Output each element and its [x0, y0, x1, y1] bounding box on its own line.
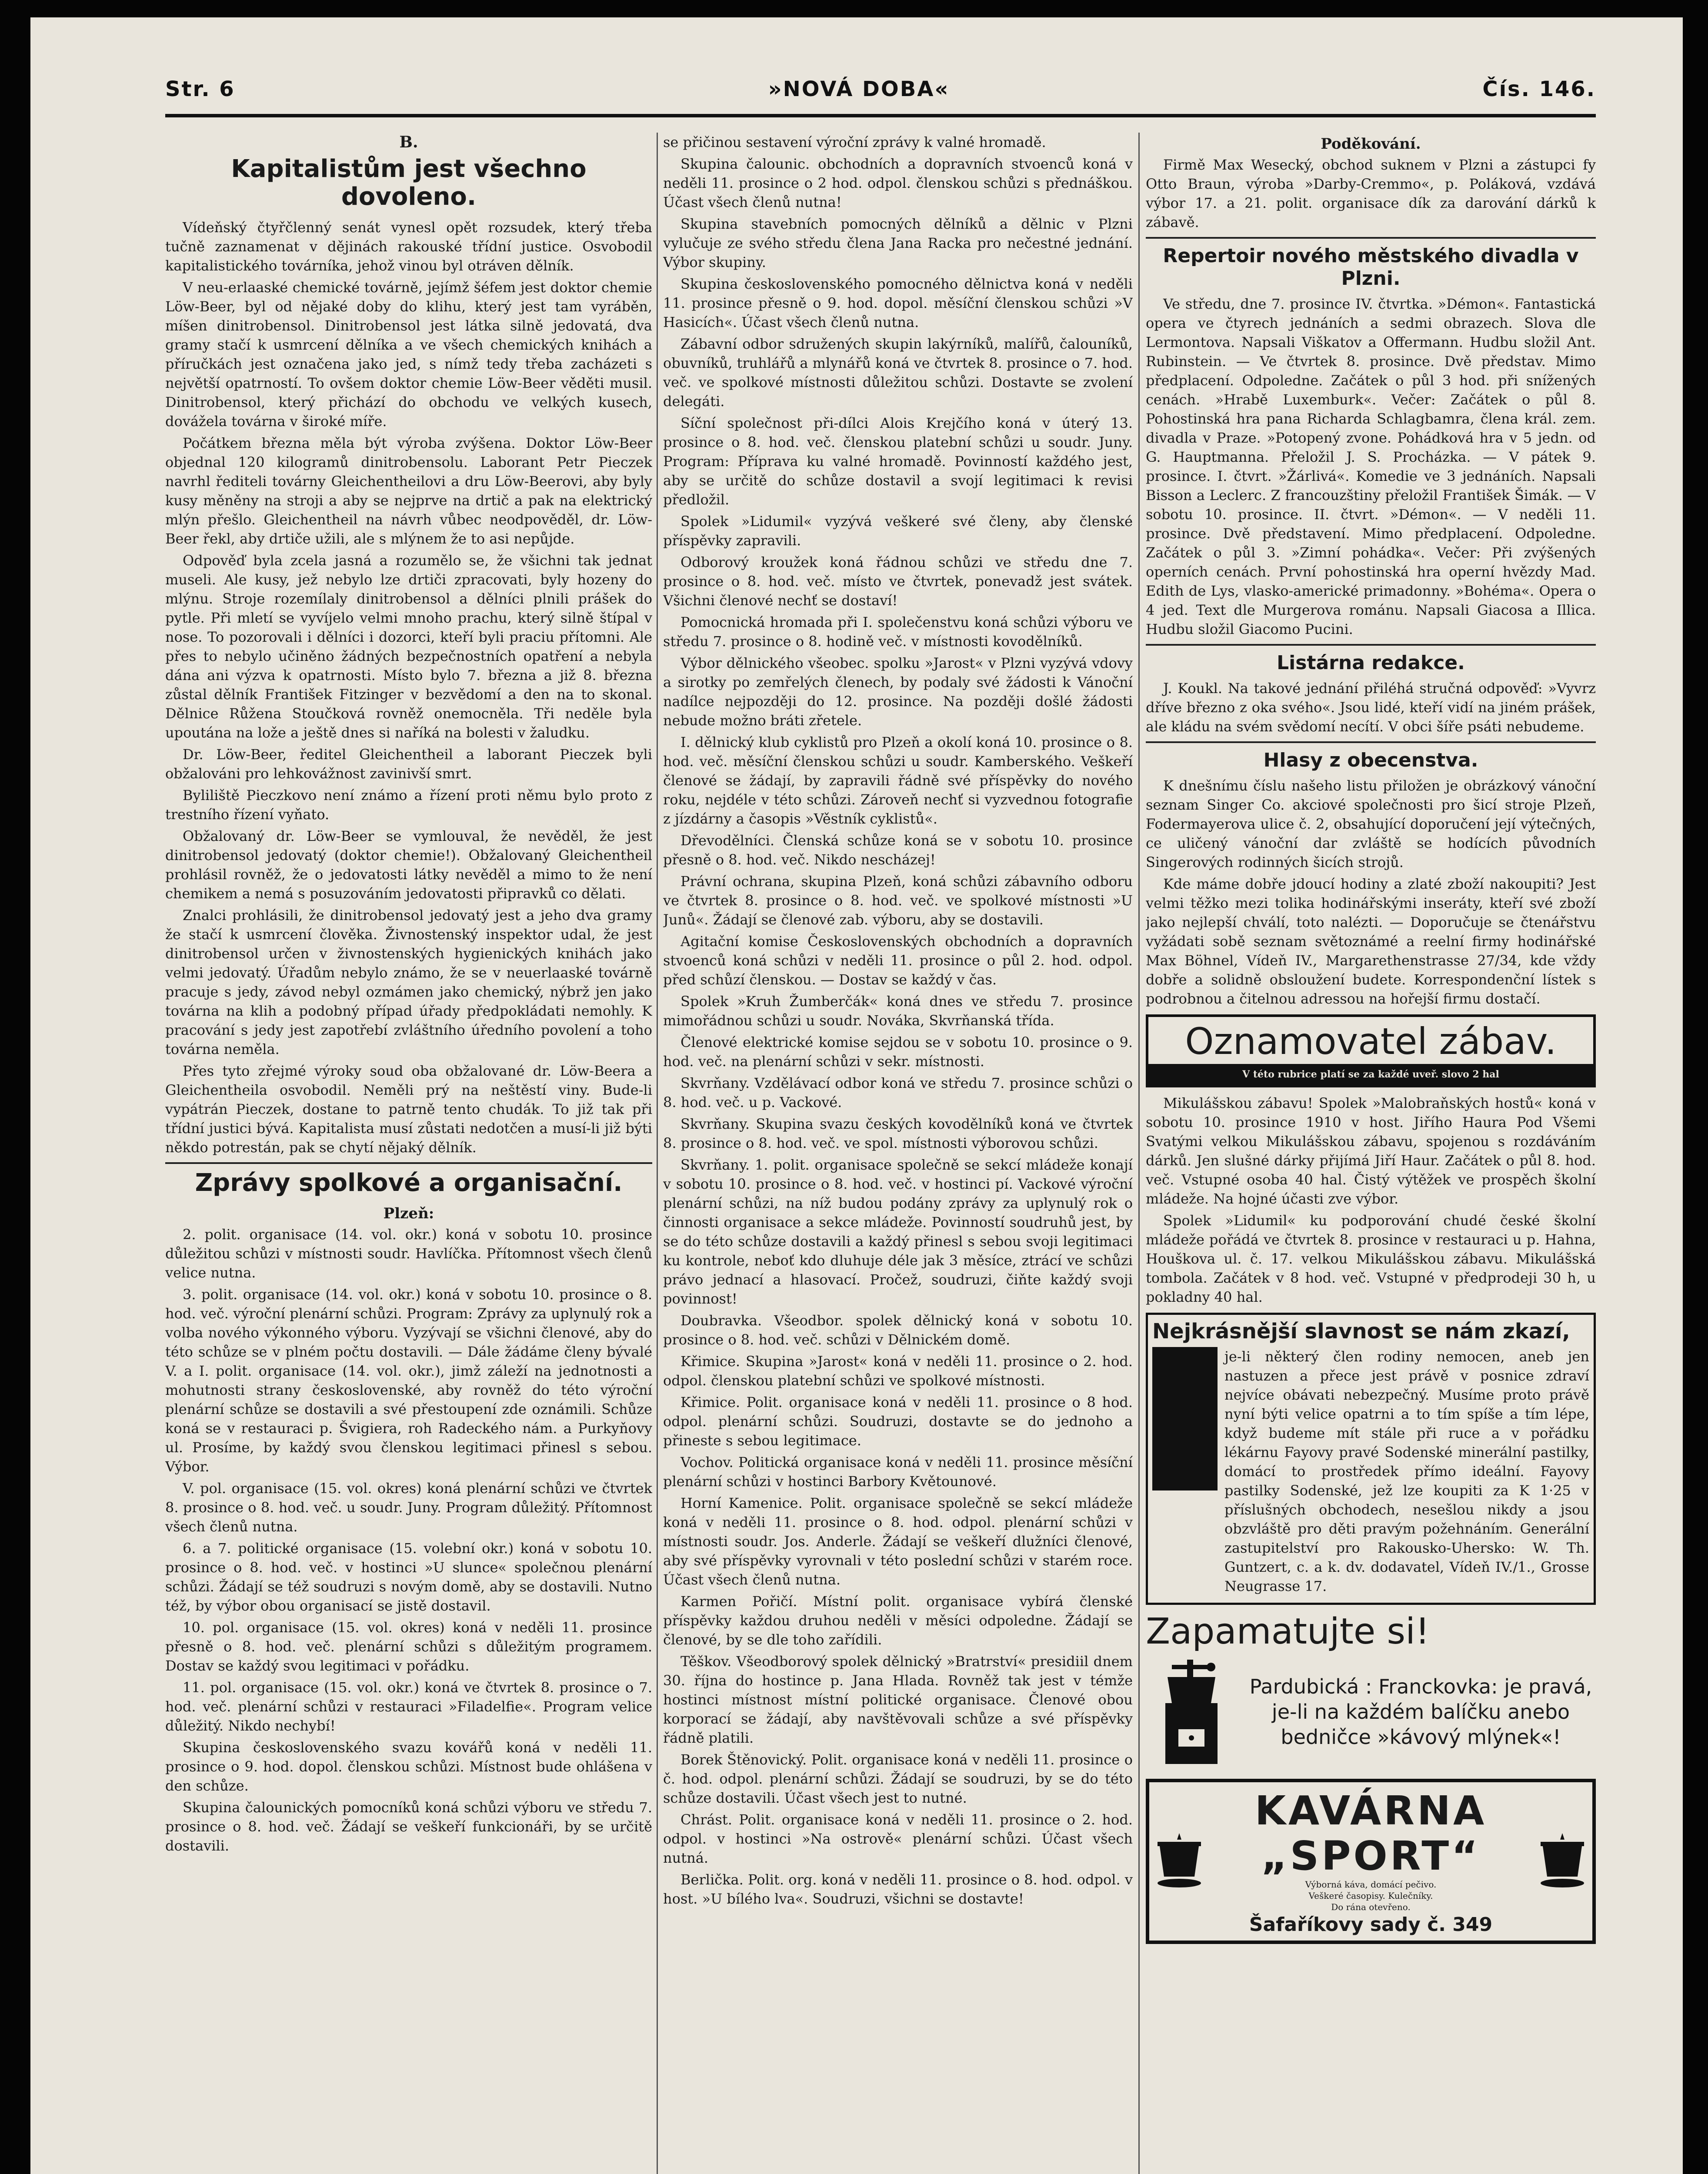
entertainment-box-title: Oznamovatel zábav. [1185, 1020, 1557, 1063]
coffee-cup-icon [1538, 1829, 1586, 1894]
news-item: Vochov. Politická organisace koná v neděli 11. prosince měsíční plenární schůzi v hostinci Barbory Květounové. [663, 1454, 1133, 1490]
thanks-title: Poděkování. [1321, 135, 1421, 153]
column-left [165, 133, 652, 2174]
section-rule [1146, 644, 1596, 646]
pastilles-ad-title: Nejkrásnější slavnost se nám zkazí, [1152, 1319, 1570, 1344]
news-item: Zábavní odbor sdružených skupin lakýrníků, malířů, čalouníků, obuvníků, truhlářů a mlynářů koná ve čtvrtek 8. prosince o 7. hod. več. ve spolkové místnosti důležitou schůzi. Dostavte se zvolení delegáti. [663, 336, 1133, 410]
pastilles-ad-text: je-li některý člen rodiny nemocen, aneb jen nastuzen a přece jest právě v posnice zdraví nejvíce obávati nebezpečný. Musíme proto právě nyní býti velice opatrni a to tím spíše a tím lépe, když budeme mít stále při ruce a v pořádku lékárnu Fayovy pravé Sodenské minerální pastilky, domácí to prostředek přímo ideální. Fayovy pastilky Sodenské, jež lze koupiti za K 1·25 v příslušných obchodech, nesešlou nikdy a jsou obzvláště pro děti pravým požehnáním. Generální zastupitelství pro Rakousko-Uhersko: W. Th. Guntzert, c. a k. dv. dodavatel, Vídeň IV./1., Grosse Neugrasse 17. [1224, 1348, 1589, 1594]
news-item: Odborový kroužek koná řádnou schůzi ve středu dne 7. prosince o 8. hod. več. místo ve čtvrtek, ponevadž jest svátek. Všichni členové nechť se dostaví! [663, 554, 1133, 609]
news-item: Dřevodělníci. Členská schůze koná se v sobotu 10. prosince přesně o 8. hod. več. Nikdo nescházej! [663, 832, 1133, 868]
repertoire-text: Ve středu, dne 7. prosince IV. čtvrtka. »Démon«. Fantastická opera ve čtyrech jednáních a sedmi obrazech. Slova dle Lermontova. Napsali Viškatov a Offermann. Hudbu složil Ant. Rubinstein. — Ve čtvrtek 8. prosince. Dvě představ. Mimo předplacení. Odpoledne. Začátek o půl 3 hod. při snížených cenách. »Hrabě Luxemburk«. Večer: Začátek o půl 8. Pohostinská hra pana Richarda Schlagbamra, člena král. zem. divadla v Praze. »Potopený zvone. Pohádková hra v 5 jedn. od G. Hauptmanna. Přeložil J. S. Procházka. — V pátek 9. prosince. I. čtvrt. »Žárlivá«. Komedie ve 3 jednáních. Napsali Bisson a Leclerc. Z francouzštiny přeložil František Šimák. — V sobotu 10. prosince. II. čtvrt. »Démon«. — V neděli 11. prosince. Dvě představení. Mimo předplacení. Odpoledne. Začátek o půl 3. »Zimní pohádka«. Večer: Při zvýšených operních cenách. První pohostinská hra operní hvězdy Mad. Edith de Lys, vlasko-americké primadonny. »Bohéma«. Opera o 4 jed. Text dle Murgerova románu. Napsali Giacosa a Illica. Hudbu složil Giacomo Pucini. [1146, 296, 1596, 637]
newspaper-name: »NOVÁ DOBA« [768, 77, 950, 101]
news-item: 2. polit. organisace (14. vol. okr.) koná v sobotu 10. prosince důležitou schůzi v místnosti soudr. Havlíčka. Přítomnost všech členů velice nutna. [165, 1226, 652, 1281]
column-divider [1138, 133, 1140, 2174]
news-item: Členové elektrické komise sejdou se v sobotu 10. prosince o 9. hod. več. na plenární schůzi v sekr. místnosti. [663, 1034, 1133, 1070]
audience-text: K dnešnímu číslu našeho listu přiložen je obrázkový vánoční seznam Singer Co. akciové společnosti pro šicí stroje Plzeň, Fodermayerova ulice č. 2, obsahující doporučení její výtečných, ce uličený vánoční dar zvláště se hodících původních Singerových rodinných šicích strojů. [1146, 777, 1596, 870]
news-item: Právní ochrana, skupina Plzeň, koná schůzi zábavního odboru ve čtvrtek 8. prosince o 8. hod. več. ve spolkové místnosti »U Junů«. Žádají se členové zab. výboru, aby se dostavili. [663, 873, 1133, 928]
city-heading: Plzeň: [383, 1205, 434, 1222]
article-paragraph: Odpověď byla zcela jasná a rozumělo se, že všichni tak jednat museli. Ale kusy, jež nebylo lze drtiči zpracovati, byly hozeny do mlýnu. Stroje rozemílaly dinitrobensol a dělníci plnili prášek do pytle. Při mletí se vyvíjelo velmi mnoho prachu, který silně štípal v nose. To pozorovali i dělníci i dozorci, kteří byli praciu přítomni. Ale přes to nebylo učiněno žádných bezpečnostních opatření a nebyla dána ani výzva k opatrnosti. Místo bylo 7. března a již 8. března zůstal dělník František Fitzinger v bezvědomí a den na to skonal. Dělnice Růžena Stoučková rovněž onemocněla. Tři neděle byla upoutána na lože a ještě dnes si naříká na bolesti v žaludku. [165, 552, 652, 741]
cafe-ad [1146, 1779, 1596, 1944]
coffee-ad-text: Pardubická : Franckovka: je pravá, je-li na každém balíčku anebo bedničce »kávový mlýnek«! [1249, 1675, 1592, 1749]
news-item: Pomocnická hromada při I. společenstvu koná schůzi výboru ve středu 7. prosince o 8. hodině več. v místnosti kovodělníků. [663, 614, 1133, 650]
news-item: 3. polit. organisace (14. vol. okr.) koná v sobotu 10. prosince o 8. hod. več. výroční plenární schůzi. Program: Zprávy za uplynulý rok a volba nového výkonného výboru. Vyzývají se všichni členové, aby do této schůze se v plném počtu dostavili. — Dále žádáme členy bývalé V. a I. polit. organisace (14. vol. okr.), jimž záleží na jednotnosti a mohutnosti strany československé, aby rovněž do této výroční plenární schůze se dostavili a své přestoupení zde oznámili. Schůze koná se v restauraci p. Švigiera, roh Radeckého nám. a Purkyňovy ul. Prosíme, by každý svou členskou legitimaci přinesl s sebou. Výbor. [165, 1286, 652, 1475]
news-item: Skupina čalounických pomocníků koná schůzi výboru ve středu 7. prosince o 8. hod. več. Žádají se veškeří funkcionáři, by se určitě dostavili. [165, 1799, 652, 1854]
news-item: Agitační komise Československých obchodních a dopravních stvoenců koná schůzi v neděli 11. prosince o půl 2. hod. odpol. před schůzí členskou. — Dostav se každý v čas. [663, 933, 1133, 988]
news-item: Skupina čalounic. obchodních a dopravních stvoenců koná v neděli 11. prosince o 2 hod. odpol. členskou schůzi s přednáškou. Účast všech členů nutna! [663, 156, 1133, 210]
section-rule [1146, 741, 1596, 743]
news-item: Skupina československého svazu kovářů koná v neděli 11. prosince o 9. hod. dopol. členskou schůzi. Místnost bude ohlášena v den schůze. [165, 1739, 652, 1794]
issue-number: Čís. 146. [1482, 77, 1596, 101]
news-item: I. dělnický klub cyklistů pro Plzeň a okolí koná 10. prosince o 8. hod. več. měsíční členskou schůzi u soudr. Kamberského. Veškeří členové se žádají, by zapravili řádně své příspěvky do nového roku, nejdéle v této schůzi. Zároveň nechť si vyzvednou fotografie z jízdárny a časopis »Věstník cyklistů«. [663, 734, 1133, 827]
coffee-cup-icon [1155, 1829, 1203, 1894]
thanks-text: Firmě Max Wesecký, obchod suknem v Plzni a zástupci fy Otto Braun, výroba »Darby-Cremmo«, p. Poláková, vzdává výbor 17. a 21. polit. organisace dík za darování dárků k zábavě. [1146, 157, 1596, 230]
cafe-address: Šafaříkovy sady č. 349 [1249, 1914, 1493, 1936]
news-item: Doubravka. Všeodbor. spolek dělnický koná v sobotu 10. prosince o 8. hod. več. schůzi v Dělnickém domě. [663, 1312, 1133, 1348]
cafe-name: KAVÁRNA „SPORT“ [1254, 1787, 1487, 1879]
news-item: Výbor dělnického všeobec. spolku »Jarost« v Plzni vyzývá vdovy a sirotky po zemřelých členech, by podaly své žádosti k Vánoční nadílce nejpozději do 12. prosince. Na později došlé žádosti nebude možno bráti zřetele. [663, 655, 1133, 729]
article-paragraph: Byliliště Pieczkovo není známo a řízení proti němu bylo proto z trestního řízení vyňato. [165, 787, 652, 823]
event-notice: Mikulášskou zábavu! Spolek »Malobraňských hostů« koná v sobotu 10. prosince 1910 v host. Jiřího Haura Pod Všemi Svatými velkou Mikulášskou zábavu, spojenou s rozdáváním dárků. Jen slušné dárky přijímá Jiří Haur. Začátek o půl 8. hod. več. Vstupné osoba 40 hal. Čistý výtěžek ve prospěch školní mládeže. Na hojné účasti zve výbor. [1146, 1095, 1596, 1207]
section-rule [1146, 237, 1596, 239]
article-paragraph: V neu-erlaaské chemické továrně, jejímž šéfem jest doktor chemie Löw-Beer, byl od nějaké doby do klihu, který jest tam vyráběn, míšen dinitrobensol. Dinitrobensol jest látka silně jedovatá, dva gramy stačí k usmrcení dělníka a ve všech chemických knihách a příručkách jest označena jako jed, s nímž tedy třeba zacházeti s největší opatrností. To ovšem doktor chemie Löw-Beer věděti musil. Dinitrobensol, který přichází do obchodu ve velkých kusech, dovážela továrna v široké míře. [165, 279, 652, 430]
article-paragraph: Dr. Löw-Beer, ředitel Gleichentheil a laborant Pieczek byli obžalováni pro lehkovážnost zavinivší smrt. [165, 746, 652, 782]
news-item: Skvrňany. Vzdělávací odbor koná ve středu 7. prosince schůzi o 8. hod. več. u p. Vackové. [663, 1075, 1133, 1110]
page-header [165, 65, 1596, 113]
news-item: Skvrňany. 1. polit. organisace společně se sekcí mládeže konají v sobotu 10. prosince o 8. hod. več. v hostinci pí. Vackové výroční plenární schůzi, na níž budou podány zprávy za uplynulý rok o činnosti organisace a sekce mládeže. Povinností soudruhů jest, by se do této schůze dostavili a každý přinesl s sebou svoji legitimaci ku kontrole, neboť kdo dluhuje déle jak 3 měsíce, ztrácí ve schůzi právo jednací a hlasovací. Pročež, soudruzi, čiňte každý svoji povinnost! [663, 1157, 1133, 1307]
column-middle [663, 133, 1133, 2174]
news-item: Spolek »Kruh Žumberčák« koná dnes ve středu 7. prosince mimořádnou schůzi u soudr. Nováka, Skvrňanská třída. [663, 993, 1133, 1029]
news-item: Skupina československého pomocného dělnictva koná v neděli 11. prosince přesně o 9. hod. dopol. měsíční členskou schůzi »V Hasicích«. Účast všech členů nutna. [663, 276, 1133, 330]
section-title: Zprávy spolkové a organisační. [195, 1169, 623, 1197]
ad-illustration [1152, 1347, 1218, 1490]
news-item: 6. a 7. politické organisace (15. volební okr.) koná v sobotu 10. prosince o 8. hod. več. v hostinci »U slunce« společnou plenární schůzi. Žádají se též soudruzi s novým domě, aby se dostavili. Nutno též, by výbor obou organisací se jistě dostavil. [165, 1540, 652, 1614]
news-item: 10. pol. organisace (15. vol. okres) koná v neděli 11. prosince přesně o 8. hod. več. plenární schůzi s důležitým programem. Dostav se každý svou legitimaci v pořádku. [165, 1619, 652, 1674]
coffee-ad-title: Zapamatujte si! [1146, 1611, 1430, 1652]
column-divider [657, 133, 658, 2174]
news-item: Skupina stavebních pomocných dělníků a dělnic v Plzni vylučuje ze svého středu člena Jana Racka pro nečestné jednání. Výbor skupiny. [663, 216, 1133, 270]
section-rule [165, 1162, 652, 1164]
letters-title: Listárna redakce. [1277, 652, 1465, 674]
letters-text: J. Koukl. Na takové jednání přiléhá stručná odpověď: »Vyvrz dříve březno z oka svého«. Jsou lidé, kteří vidí na jiném prášek, ale kládu na svém svědomí necítí. V obci šíře psáti nebudeme. [1146, 680, 1596, 735]
article-paragraph: Přes tyto zřejmé výroky soud oba obžalované dr. Löw-Beera a Gleichentheila osvobodil. Neměli prý na neštěstí viny. Bude-li vypátrán Pieczek, dostane to patrně tento chudák. To již tak při třídní justici bývá. Kapitalista musí zůstati nedotčen a musí-li již býti někdo potrestán, pak se chytí nějaký dělník. [165, 1063, 652, 1156]
header-rule [165, 114, 1596, 117]
audience-text: Kde máme dobře jdoucí hodiny a zlaté zboží nakoupiti? Jest velmi těžko mezi tolika hodinářskými inseráty, kteří své zboží jako nejlepší chválí, toto nalézti. — Doporučuje se čtenářstvu vyžádati sobě seznam světoznámé a reelní firmy hodinářské Max Böhnel, Vídeň IV., Margarethenstrasse 27/34, kde vždy dobře a solidně obsloužení budete. Korrespondenční lístek s podrobnou a čitelnou adressou na hořejší firmu dostačí. [1146, 876, 1596, 1007]
repertoire-title: Repertoir nového městského divadla v Plzni. [1163, 245, 1579, 290]
event-notice: Spolek »Lidumil« ku podporování chudé české školní mládeže pořádá ve čtvrtek 8. prosince v restauraci u p. Hahna, Houškova ul. č. 17. velkou Mikulášskou zábavu. Mikulášská tombola. Začátek v 8 hod. več. Vstupné v předprodeji 30 h, u pokladny 40 hal. [1146, 1212, 1596, 1305]
news-item: Chrást. Polit. organisace koná v neděli 11. prosince o 2. hod. odpol. v hostinci »Na ostrově« plenární schůzi. Účast všech nutná. [663, 1811, 1133, 1866]
entertainment-box-subtitle: V této rubrice platí se za každé uveř. slovo 2 hal [1148, 1064, 1593, 1085]
news-item: Křimice. Polit. organisace koná v neděli 11. prosince o 8 hod. odpol. plenární schůzi. Soudruzi, dostavte se do jednoho a přineste s sebou legitimace. [663, 1394, 1133, 1449]
article-paragraph: Znalci prohlásili, že dinitrobensol jedovatý jest a jeho dva gramy že stačí k usmrcení člověka. Živnostenský inspektor udal, že jest dinitrobensol určen v živnostenských hygienických knihách jako velmi jedovatý. Úřadům nebylo známo, že se v neuerlaaské továrně pracuje s jedy, závod nebyl ozmámen jako chemický, nýbrž jen jako továrna na klih a podobný případ úřady předpokládati nemohly. K pracování s jedy jest zapotřebí zvláštního úředního povolení a toho továrna neměla. [165, 907, 652, 1057]
cafe-line: Veškeré časopisy. Kulečníky. [1308, 1891, 1433, 1901]
news-item: Skvrňany. Skupina svazu českých kovodělníků koná ve čtvrtek 8. prosince o 8. hod. več. ve spol. místnosti výborovou schůzi. [663, 1116, 1133, 1151]
column-right [1146, 133, 1596, 2174]
entertainment-box [1146, 1014, 1596, 1087]
pastilles-ad [1146, 1313, 1596, 1605]
news-item: Těškov. Všeodborový spolek dělnický »Bratrství« presidiil dnem 30. října do hostince p. Jana Hlada. Rovněž tak jest v témže hostinci místnost místní politické organisace. Členové obou korporací se žádají, aby navštěvovali schůze a své příspěvky řádně platili. [663, 1653, 1133, 1746]
news-item: Borek Štěnovický. Polit. organisace koná v neděli 11. prosince o č. hod. odpol. plenární schůzi. Žádají se soudruzi, by se do této schůze dostavili. Účast všech jest to nutné. [663, 1751, 1133, 1806]
article-paragraph: Počátkem března měla být výroba zvýšena. Doktor Löw-Beer objednal 120 kilogramů dinitrobensolu. Laborant Petr Pieczek navrhl řediteli továrny Gleichentheilovi a dru Löw-Beerovi, aby byly kusy měněny na stroji a aby se nejprve na drtič a pak na elektrický mlýn přešlo. Gleichentheil na návrh vůbec neodpověděl, dr. Löw-Beer řekl, aby drtiče užili, ale s mlýnem že to asi nepůjde. [165, 435, 652, 547]
article-title: Kapitalistům jest všechno dovoleno. [231, 155, 587, 211]
coffee-ad [1146, 1655, 1596, 1768]
audience-title: Hlasy z obecenstva. [1263, 749, 1478, 771]
news-item: Křimice. Skupina »Jarost« koná v neděli 11. prosince o 2. hod. odpol. členskou platební schůzi ve spolkové místnosti. [663, 1353, 1133, 1389]
news-item: Síční společnost při-dílci Alois Krejčího koná v úterý 13. prosince o 8. hod. več. členskou platební schůzi u soudr. Juny. Program: Příprava ku valné hromadě. Povinností každého jest, aby se určitě do schůze dostavil a svojí legitimaci k revisi předložil. [663, 415, 1133, 508]
cafe-line: Výborná káva, domácí pečivo. [1305, 1879, 1437, 1890]
cafe-line: Do rána otevřeno. [1331, 1902, 1411, 1912]
page-number: Str. 6 [165, 77, 235, 101]
news-item: V. pol. organisace (15. vol. okres) koná plenární schůzi ve čtvrtek 8. prosince o 8. hod. več. u soudr. Juny. Program důležitý. Přítomnost všech členů nutna. [165, 1480, 652, 1535]
article-paragraph: Obžalovaný dr. Löw-Beer se vymlouval, že nevěděl, že jest dinitrobensol jedovatý (doktor chemie!). Obžalovaný Gleichentheil prohlásil rovněž, že o jedovatosti látky nevěděl a mimo to že není chemikem a nemá s posuzováním jedovatosti připravků co dělati. [165, 828, 652, 902]
article-paragraph: Vídeňský čtyřčlenný senát vynesl opět rozsudek, který třeba tučně zaznamenat v dějinách rakouské třídní justice. Osvobodil kapitalistického továrníka, jehož vinou byl otráven dělník. [165, 219, 652, 274]
coffee-grinder-icon [1146, 1655, 1237, 1768]
news-item: Karmen Pořičí. Místní polit. organisace vybírá členské příspěvky každou druhou neděli v měsíci odpoledne. Žádají se členové, by se dle toho zařídili. [663, 1593, 1133, 1648]
news-continuation: se přičinou sestavení výroční zprávy k valné hromadě. [663, 134, 1046, 150]
news-item: Spolek »Lidumil« vyzývá veškeré své členy, aby členské příspěvky zapravili. [663, 513, 1133, 549]
news-item: Berlička. Polit. org. koná v neděli 11. prosince o 8. hod. odpol. v host. »U bílého lva«. Soudruzi, všichni se dostavte! [663, 1871, 1133, 1907]
news-item: Horní Kamenice. Polit. organisace společně se sekcí mládeže koná v neděli 11. prosince o 8. hod. odpol. plenární schůzi v místnosti soudr. Jos. Anderle. Žádají se veškeří dlužníci členové, aby své příspěvky vyrovnali v této poslední schůzi v starém roce. Účast všech členů nutna. [663, 1495, 1133, 1588]
news-item: 11. pol. organisace (15. vol. okr.) koná ve čtvrtek 8. prosince o 7. hod. več. plenární schůzi v restauraci »Filadelfie«. Program velice důležitý. Nikdo nechybí! [165, 1679, 652, 1734]
section-number: B. [399, 133, 418, 151]
